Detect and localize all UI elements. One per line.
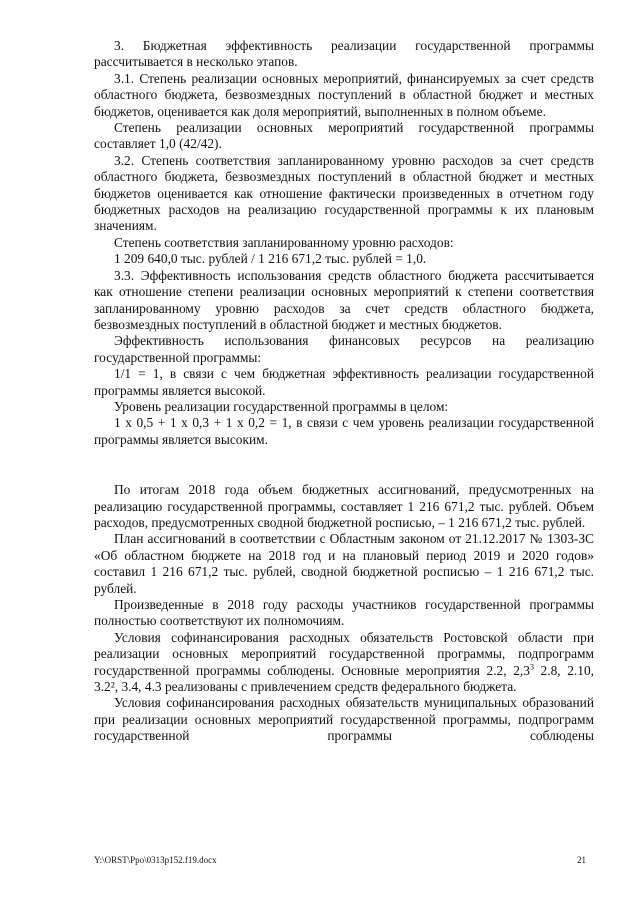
cofinancing-superscript: 3 — [529, 662, 534, 672]
paragraph-expense-formula: 1 209 640,0 тыс. рублей / 1 216 671,2 тыс. рублей = 1,0. — [114, 251, 427, 267]
paragraph-3-2: 3.2. Степень соответствия запланированному уровню расходов за счет средств областного бюджета, безвозмездных поступлений в областной бюджет и местных бюджетов оценивается как отношение фактически произведенных в отчетном году бюджетных расходов на реализацию государственной программы к их плановым значениям. — [94, 152, 594, 234]
paragraph-measures-degree: Степень реализации основных мероприятий государственной программы составляет 1,0 (42/42). — [94, 120, 594, 152]
paragraph-overall-level-result: 1 x 0,5 + 1 x 0,3 + 1 x 0,2 = 1, в связи с чем уровень реализации государственной программы является высоким. — [94, 415, 594, 447]
footer-page-number: 21 — [577, 855, 586, 865]
paragraph-budget-efficiency: 3. Бюджетная эффективность реализации государственной программы рассчитывается в несколько этапов. — [94, 38, 594, 70]
paragraph-3-3: 3.3. Эффективность использования средств областного бюджета рассчитывается как отношение степени реализации основных мероприятий к степени соответствия запланированному уровню расходов за счет средств областного бюджета, безвозмездных поступлений в областной бюджет и местных бюджетов. — [94, 267, 594, 332]
paragraph-overall-level-label: Уровень реализации государственной программы в целом: — [114, 398, 449, 414]
paragraph-regional-cofinancing — [94, 630, 594, 696]
footer-file-path: Y:\ORST\Ppo\0313p152.f19.docx — [94, 855, 217, 865]
paragraph-gap — [94, 448, 594, 482]
cofinancing-text-after: 2.8, 2.10, 3.2², 3.4, 4.3 реализованы с привлечением средств федерального бюджета. — [94, 662, 594, 695]
cofinancing-text-before: Условия софинансирования расходных обязательств Ростовской области при реализации основных мероприятий государственной программы, подпрограмм государственной программы соблюдены. Основные мероприятия 2.2, 2,3 — [94, 629, 594, 678]
page-footer — [0, 855, 640, 869]
paragraph-allocation-plan: План ассигнований в соответствии с Областным законом от 21.12.2017 № 1303-ЗС «Об областном бюджете на 2018 год и на плановый период 2019 и 2020 годов» составил 1 216 671,2 тыс. рублей, сводной бюджетной росписью – 1 216 671,2 тыс. рублей. — [94, 531, 594, 596]
paragraph-efficiency-result: 1/1 = 1, в связи с чем бюджетная эффективность реализации государственной программы является высокой. — [94, 366, 594, 398]
paragraph-3-1: 3.1. Степень реализации основных мероприятий, финансируемых за счет средств областного бюджета, безвозмездных поступлений в областной бюджет и местных бюджетов, оценивается как доля мероприятий, выполненных в полном объеме. — [94, 70, 594, 119]
paragraph-expense-level-label: Степень соответствия запланированному уровню расходов: — [114, 234, 454, 250]
paragraph-resource-efficiency: Эффективность использования финансовых ресурсов на реализацию государственной программы: — [94, 333, 594, 365]
paragraph-participants-expenses: Произведенные в 2018 году расходы участников государственной программы полностью соответствуют их полномочиям. — [94, 597, 594, 629]
paragraph-2018-results: По итогам 2018 года объем бюджетных ассигнований, предусмотренных на реализацию государственной программы, составляет 1 216 671,2 тыс. рублей. Объем расходов, предусмотренных сводной бюджетной росписью, – 1 216 671,2 тыс. рублей. — [94, 482, 594, 530]
paragraph-municipal-cofinancing: Условия софинансирования расходных обязательств муниципальных образований при реализации основных мероприятий государственной программы, подпрограмм государственной программы соблюдены — [94, 695, 594, 744]
document-body — [94, 38, 594, 745]
